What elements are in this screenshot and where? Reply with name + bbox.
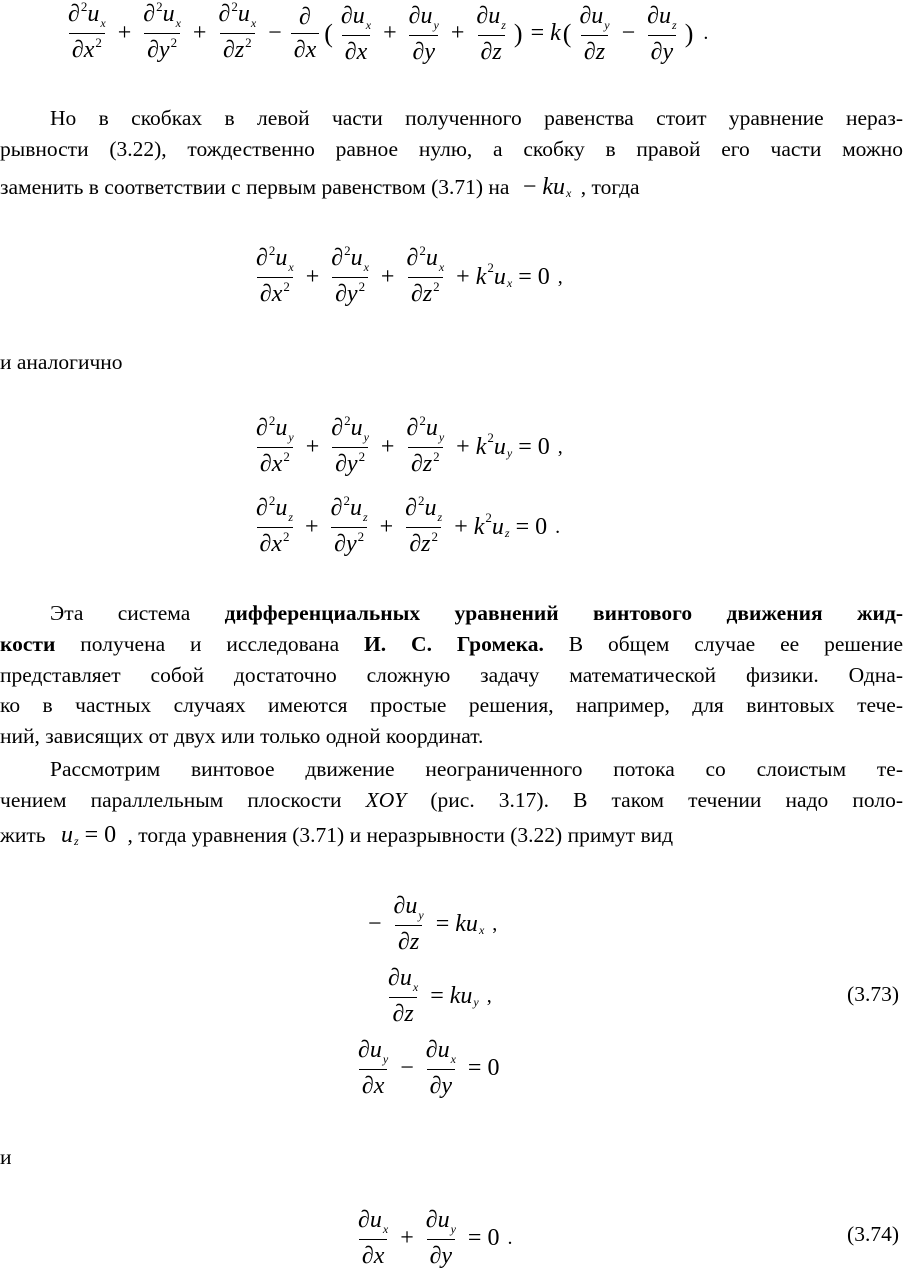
paragraph-3-line-3	[0, 820, 673, 850]
and-similarly-text: и аналогично	[0, 350, 123, 374]
paragraph-2-line-4: ко в частных случаях имеются простые решения, например, для винтовых тече-	[0, 693, 903, 718]
equation-uz-helmholtz: $\frac{\partial^2u_z}{\partial x^2}$ + $\frac{\partial^2u_z}{\partial y^2}$ + $\frac{\partial^2u_z}{\partial z^2}$ + k 2 u z = 0 .	[250, 494, 560, 561]
equation-top: $\frac{\partial^2u_x}{\partial x^2}$ + $\frac{\partial^2u_x}{\partial y^2}$ + $\frac{\partial^2u_x}{\partial z^2}$ − $\frac{\partial}{\partial x}$ ( $\frac{\partial u_x}{\partial x}$ + $\frac{\partial u_y}{\partial y}$ + $\frac{\partial u_z}{\partial z}$ ) = k ( $\frac{\partial u_y}{\partial z}$ − $\frac{\partial u_z}{\partial y}$ ) .	[62, 0, 708, 67]
paragraph-2-line-3: представляет собой достаточно сложную задачу математической физики. Одна-	[0, 662, 903, 687]
paragraph-3-l2-c: (рис. 3.17). В таком течении надо поло-	[406, 787, 903, 812]
paragraph-2-l2-bold: кости	[0, 631, 56, 656]
paragraph-2-l1-a: Эта система	[50, 601, 225, 625]
paragraph-1	[0, 103, 903, 165]
paragraph-3-l3-a: жить	[0, 823, 46, 847]
paragraph-3-l2-a: чением параллельным плоскости	[0, 787, 366, 812]
equation-3-73-row-2: $\frac{\partial u_x}{\partial z}$ = ku y ,	[388, 965, 492, 1027]
paragraph-1-line-1: Но в скобках в левой части полученного равенства стоит уравнение нераз-	[50, 106, 903, 130]
paragraph-2-l2-b: получена и исследована	[55, 631, 365, 656]
inline-formula-minus-kux: − ku x	[522, 174, 572, 200]
paragraph-2-l2-d: В общем случае ее решение	[543, 631, 903, 656]
equation-ux-helmholtz: $\frac{\partial^2u_x}{\partial x^2}$ + $\frac{\partial^2u_x}{\partial y^2}$ + $\frac{\partial^2u_x}{\partial z^2}$ + k 2 u x = 0 ,	[250, 244, 563, 311]
equation-3-73-row-1: − $\frac{\partial u_y}{\partial z}$ = ku x ,	[368, 893, 498, 955]
paragraph-3-line-1: Рассмотрим винтовое движение неограниченного потока со слоистым те-	[50, 757, 903, 781]
equation-3-74: $\frac{\partial u_x}{\partial x}$ + $\frac{\partial u_y}{\partial y}$ = 0 .	[358, 1207, 513, 1269]
paragraph-2	[0, 598, 903, 752]
inline-formula-uz-zero: u z = 0	[60, 822, 117, 848]
equation-uy-helmholtz: $\frac{\partial^2u_y}{\partial x^2}$ + $\frac{\partial^2u_y}{\partial y^2}$ + $\frac{\partial^2u_y}{\partial z^2}$ + k 2 u y = 0 ,	[250, 414, 563, 481]
paragraph-1-line-3	[0, 172, 640, 202]
equation-number-3-74: (3.74)	[847, 1222, 899, 1246]
paragraph-1-line-3-tail: , тогда	[580, 175, 640, 199]
paragraph-2-l1-bold: дифференциальных уравнений винтового движения жид-	[224, 601, 903, 625]
paragraph-2-line-5: ний, зависящих от двух или только одной координат.	[0, 724, 484, 749]
author-name: И. С. Громека.	[364, 631, 544, 656]
paragraph-3-l3-b: , тогда уравнения (3.71) и неразрывности (3.22) примут вид	[127, 823, 674, 847]
plane-name: XOY	[365, 787, 407, 812]
equation-3-73-row-3: $\frac{\partial u_y}{\partial x}$ − $\frac{\partial u_x}{\partial y}$ = 0	[358, 1037, 500, 1099]
paragraph-3	[0, 754, 903, 816]
and-text: и	[0, 1145, 12, 1169]
equation-number-3-73: (3.73)	[847, 982, 899, 1006]
paragraph-1-line-3-text: заменить в соответствии с первым равенством (3.71) на	[0, 175, 510, 199]
paragraph-1-line-2: рывности (3.22), тождественно равное нулю, а скобку в правой его части можно	[0, 136, 903, 161]
